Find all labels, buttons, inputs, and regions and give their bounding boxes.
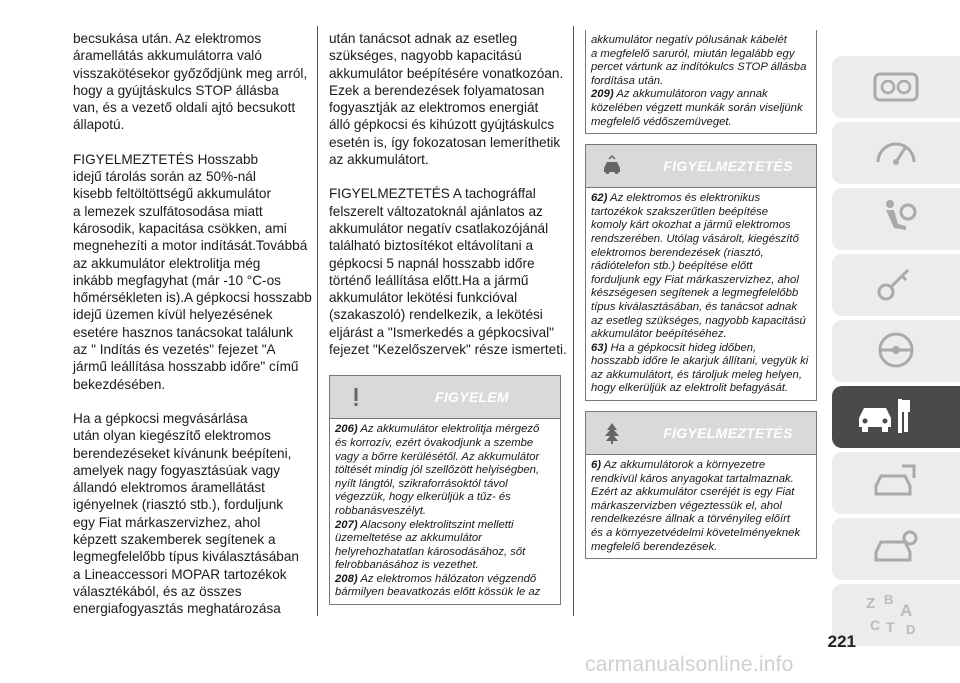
note-text: és a környezetvédelmi követelményeknek — [591, 527, 801, 540]
text-line: állandó elektromos áramellátást — [73, 480, 265, 496]
text-line: után olyan kiegészítő elektromos — [73, 428, 271, 444]
text-line: inkább megfagyhat (már -10 °C-os — [73, 272, 281, 288]
note-text: akkumulátor beépítéséhez. — [591, 328, 727, 341]
note-line — [591, 233, 811, 247]
note-text: Ha a gépkocsit hideg időben, — [607, 341, 757, 354]
text-line: az " Indítás és vezetés" fejezet "A — [73, 342, 276, 358]
note-text: akkumulátor negatív pólusának kábelét — [591, 34, 787, 46]
index-letter: C — [870, 617, 881, 633]
text-line: igényelnek (riasztó stb.), forduljunk — [73, 497, 284, 513]
index-letter: Z — [866, 595, 876, 612]
text-line: bekezdésében. — [73, 376, 166, 392]
caution-title: FIGYELMEZTETÉS — [663, 158, 793, 175]
text-line: állapotú. — [73, 117, 125, 133]
column-divider — [317, 26, 318, 616]
note-text: rendelkezésre állnak a törvényileg előírt — [591, 513, 791, 526]
text-line: legmegfelelőbb típus kiválasztásában — [73, 549, 299, 565]
text-line: károsodik, kapacitása csökken, ami — [73, 220, 287, 236]
note-line — [335, 478, 555, 492]
text-line: történő leállítása előtt.Ha a jármű — [329, 272, 529, 288]
note-line — [591, 260, 811, 274]
tab-service[interactable] — [832, 518, 960, 580]
column-2 — [329, 30, 567, 605]
text-line: az akkumulátor elektrolitja még — [73, 255, 261, 271]
environment-title: FIGYELMEZTETÉS — [663, 425, 793, 442]
airbag-safety-icon — [872, 196, 920, 240]
car-service-icon — [872, 526, 920, 570]
note-line — [591, 88, 811, 102]
text-line: álló gépkocsi és kihúzott gyújtáskulcs — [329, 117, 555, 133]
note-text: Az akkumulátoron vagy annak — [613, 88, 768, 101]
warning-text — [330, 419, 560, 604]
text-line: esetén is, így fokozatosan lemeríthetik — [329, 134, 561, 150]
tab-driving[interactable] — [832, 320, 960, 382]
note-number: 206) — [335, 423, 358, 436]
note-line — [335, 519, 555, 533]
index-letter: A — [900, 601, 913, 620]
note-line — [335, 491, 555, 505]
warning-title: FIGYELEM — [435, 389, 509, 406]
instrument-gauge-icon — [872, 130, 920, 174]
text-line: eljárást a "Ismerkedés a gépkocsival" — [329, 324, 554, 340]
note-line — [591, 382, 811, 396]
note-text: Alacsony elektrolitszint melletti — [357, 518, 514, 531]
environment-box — [585, 411, 817, 559]
tab-safety[interactable] — [832, 188, 960, 250]
index-letter: T — [886, 619, 895, 635]
text-line: fejezet "Kezelőszervek" része ismerteti. — [329, 342, 567, 358]
note-line — [591, 247, 811, 261]
note-number: 208) — [335, 572, 358, 585]
index-letter: B — [884, 592, 894, 607]
note-line — [335, 423, 555, 437]
column-divider — [573, 26, 574, 616]
text-line: visszakötésekor győződjünk meg arról, — [73, 65, 308, 81]
text-line: energiafogyasztás meghatározása — [73, 601, 281, 617]
note-text: megfelelő berendezések. — [591, 540, 718, 553]
car-maintenance-tools-icon — [856, 394, 916, 438]
note-line — [591, 541, 811, 555]
note-text: a megfelelő saruról, miután legalább egy — [591, 47, 795, 60]
note-line — [335, 586, 555, 600]
index-letter: D — [906, 622, 916, 637]
note-text: márkaszervizben végeztessük el, ahol — [591, 499, 782, 512]
note-text: készségesen segítenek a legmegfelelőbb — [591, 287, 799, 300]
column-1 — [73, 30, 312, 635]
note-text: Ezért az akkumulátor cseréjét is egy Fiat — [591, 486, 795, 499]
note-line — [591, 355, 811, 369]
note-text: rendkívül káros anyagokat tartalmaznak. — [591, 472, 794, 485]
text-line: megnehezíti a motor indítását.Továbbá — [73, 238, 308, 254]
text-line: képzett szakemberek segítenek a — [73, 532, 276, 548]
caution-header — [586, 145, 816, 188]
tab-starting[interactable] — [832, 254, 960, 316]
note-line — [591, 301, 811, 315]
watermark: carmanualsonline.info — [585, 653, 794, 676]
text-line: hogy a gyújtáskulcs STOP állásba — [73, 82, 279, 98]
note-text: Az elektromos és elektronikus — [607, 192, 761, 205]
note-line — [591, 459, 811, 473]
note-text: megfelelő védőszemüveget. — [591, 115, 732, 128]
note-text: az esetleg szükséges, nagyobb kapacitású — [591, 314, 806, 327]
note-text: Az elektromos hálózaton végzendő — [357, 572, 537, 585]
note-line — [591, 219, 811, 233]
note-line — [591, 75, 811, 89]
note-line — [591, 102, 811, 116]
note-line — [335, 559, 555, 573]
note-number: 6) — [591, 459, 602, 472]
key-start-icon — [872, 262, 920, 306]
note-line — [591, 287, 811, 301]
column-3 — [585, 30, 817, 559]
note-number: 62) — [591, 192, 608, 205]
note-text: rádiótelefon stb.) beépítése előtt — [591, 260, 753, 273]
text-line: akkumulátor negatív csatlakozójánál — [329, 220, 549, 236]
continued-box — [585, 30, 817, 134]
alphabetical-index-icon — [862, 590, 922, 640]
text-line: FIGYELMEZTETÉS Hosszabb — [73, 151, 259, 167]
text-line: akkumulátor lekötési funkcióval — [329, 290, 518, 306]
note-line — [335, 546, 555, 560]
text-line: gépkocsi 5 napnál hosszabb időre — [329, 255, 535, 271]
text-line: Ezek a berendezések folyamatosan — [329, 82, 545, 98]
tab-gauges[interactable] — [832, 122, 960, 184]
note-text: vagy a bőrre kerülésétől. Az akkumulátor — [335, 450, 540, 463]
page-number: 221 — [827, 632, 856, 651]
text-line: fogyasztják az elektromos energiát — [329, 100, 539, 116]
note-line — [335, 437, 555, 451]
note-line — [591, 274, 811, 288]
note-text: az akkumulátort, és tároljuk meleg helyen, — [591, 368, 802, 381]
note-line — [591, 315, 811, 329]
dashboard-icon — [872, 64, 920, 108]
text-line: FIGYELMEZTETÉS A tachográffal — [329, 186, 536, 202]
text-line: idejű üzemen kívül helyezésének — [73, 307, 273, 323]
text-line: esetére hasznos tanácsokat találunk — [73, 324, 293, 340]
text-line: akkumulátor beépítésére vonatkozóan. — [329, 65, 564, 81]
text-line: van, és a vezető oldali ajtó becsukott — [73, 100, 296, 116]
note-number: 207) — [335, 518, 358, 531]
note-line — [591, 116, 811, 130]
text-line: egy Fiat márkaszervizhez, ahol — [73, 514, 261, 530]
note-text: bármilyen beavatkozás előtt kössük le az — [335, 586, 541, 599]
note-text: tartozékok szakszerűtlen beépítése — [591, 205, 769, 218]
environment-text — [586, 455, 816, 558]
continued-text — [586, 30, 816, 133]
note-line — [591, 500, 811, 514]
note-text: percet vártunk az indítókulcs STOP állásba — [591, 61, 807, 74]
text-line: szükséges, nagyobb kapacitású — [329, 48, 522, 64]
note-text: közelében végzett munkák során viseljünk — [591, 101, 803, 114]
text-line: amelyek nagy fogyasztásúak vagy — [73, 462, 281, 478]
text-line: Ha a gépkocsi megvásárlása — [73, 410, 248, 426]
text-line: a Lineaccessori MOPAR tartozékok — [73, 566, 287, 582]
text-line: (szakaszoló) rendelkezik, a lekötési — [329, 307, 543, 323]
note-text: rendszerében. Utólag vásárolt, kiegészítő — [591, 232, 799, 245]
note-text: komoly kárt okozhat a jármű elektromos — [591, 219, 791, 232]
note-text: és korrozív, ezért óvakodjunk a szembe — [335, 436, 534, 449]
note-number: 63) — [591, 341, 608, 354]
note-line — [591, 513, 811, 527]
note-line — [335, 532, 555, 546]
note-line — [335, 505, 555, 519]
caution-box — [585, 144, 817, 401]
note-line — [591, 342, 811, 356]
text-line: hőmérsékleten is).A gépkocsi hosszabb — [73, 290, 312, 306]
note-text: elektromos berendezések (riasztó, — [591, 246, 764, 259]
tab-dashboard[interactable] — [832, 56, 960, 118]
steering-wheel-icon — [872, 328, 920, 372]
warning-box — [329, 375, 561, 605]
car-warning-icon — [600, 154, 624, 178]
paragraph-2 — [73, 151, 312, 393]
note-text: hosszabb időre le akarjuk állítani, vegyük ki — [591, 355, 809, 368]
paragraph-1 — [73, 30, 308, 134]
text-line: található biztosítékot eltávolítani a — [329, 238, 534, 254]
note-number: 209) — [591, 88, 614, 101]
note-text: végezzük, hogy elkerüljük a tűz- és — [335, 491, 511, 504]
note-text: robbanásveszélyt. — [335, 504, 427, 517]
note-text: helyrehozhatatlan károsodásához, sőt — [335, 545, 526, 558]
car-specs-icon — [872, 460, 920, 504]
note-text: üzemeltetése az akkumulátor — [335, 532, 482, 545]
note-line — [591, 206, 811, 220]
note-line — [335, 464, 555, 478]
note-line — [591, 34, 811, 48]
note-line — [591, 61, 811, 75]
tab-maintenance[interactable] — [832, 386, 960, 448]
text-line: kisebb feltöltöttségű akkumulátor — [73, 186, 271, 202]
text-line: felszerelt változatoknál ajánlatos az — [329, 203, 543, 219]
note-text: hogy elkerüljük az elektrolit befagyását. — [591, 382, 789, 395]
note-line — [591, 473, 811, 487]
note-text: fordítása után. — [591, 74, 664, 87]
tab-technical-data[interactable] — [832, 452, 960, 514]
paragraph-3 — [73, 410, 305, 618]
note-text: Az akkumulátorok a környezetre — [601, 459, 766, 472]
note-line — [335, 573, 555, 587]
text-line: az akkumulátort. — [329, 152, 429, 168]
note-line — [591, 192, 811, 206]
note-line — [591, 527, 811, 541]
note-text: forduljunk egy Fiat márkaszervizhez, ahol — [591, 273, 799, 286]
environment-tree-icon — [600, 421, 624, 445]
note-text: töltését mindig jól szellőzött helyiségben, — [335, 464, 540, 477]
note-text: felrobbanásához is vezethet. — [335, 559, 479, 572]
warning-header — [330, 376, 560, 419]
paragraph-4 — [329, 30, 564, 168]
warning-exclamation-icon — [344, 385, 368, 409]
note-text: Az akkumulátor elektrolitja mérgező — [357, 423, 540, 436]
text-line: jármű leállítása hosszabb időre" című — [73, 359, 299, 375]
paragraph-5 — [329, 185, 567, 358]
caution-text — [586, 188, 816, 400]
text-line: berendezéseket kívánunk beépíteni, — [73, 445, 292, 461]
note-line — [591, 328, 811, 342]
text-line: idejű tárolás során az 50%-nál — [73, 169, 256, 185]
note-line — [591, 48, 811, 62]
note-line — [335, 451, 555, 465]
note-line — [591, 486, 811, 500]
text-line: becsukása után. Az elektromos — [73, 31, 262, 46]
text-line: választékából, és az összes — [73, 583, 242, 599]
environment-header — [586, 412, 816, 455]
text-line: a lemezek szulfátosodása miatt — [73, 203, 263, 219]
note-line — [591, 369, 811, 383]
note-text: nyílt lángtól, szikraforrásoktól távol — [335, 477, 508, 490]
note-text: típus kiválasztásában, és tanácsot adnak — [591, 300, 797, 313]
text-line: után tanácsot adnak az esetleg — [329, 31, 518, 46]
text-line: áramellátás akkumulátorra való — [73, 48, 262, 64]
